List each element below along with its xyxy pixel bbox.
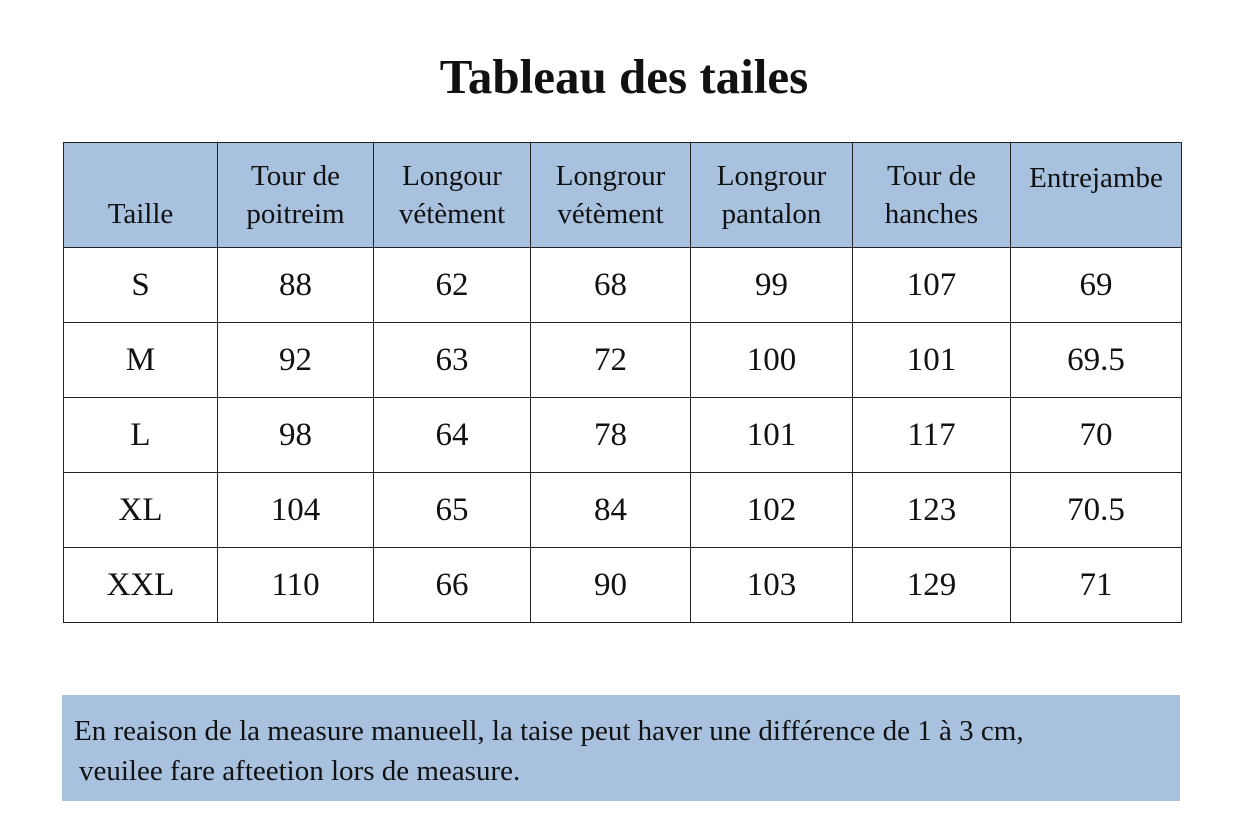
table-cell: S [64,248,218,323]
column-header-taille [64,143,218,248]
table-cell: 102 [691,473,853,548]
table-cell: L [64,398,218,473]
column-header-longrour-pantalon [691,143,853,248]
table-cell: 88 [218,248,374,323]
table-cell: 84 [531,473,691,548]
table-cell: 64 [374,398,531,473]
column-header-label: poitreim [246,198,345,230]
table-cell: 69 [1011,248,1182,323]
column-header-label: Longrour [716,160,827,192]
column-header-label: pantalon [721,198,822,230]
table-cell: 123 [853,473,1011,548]
size-table [63,142,1182,623]
table-cell: 69.5 [1011,323,1182,398]
table-row [64,548,1182,623]
table-cell: 129 [853,548,1011,623]
column-header-label: Entrejambe [1029,162,1163,194]
column-header-label: vétèment [557,198,664,230]
table-cell: 100 [691,323,853,398]
column-header-label: hanches [884,198,979,230]
note-line: En reaison de la measure manueell, la taise peut haver une différence de 1 à 3 cm, [74,715,1024,747]
column-header-label: Longrour [555,160,666,192]
column-header-label: Longour [402,160,502,192]
measurement-note [62,695,1180,801]
table-cell: 98 [218,398,374,473]
column-header-longour-vetement [374,143,531,248]
table-cell: 99 [691,248,853,323]
page-title: Tableau des tailes [439,49,809,104]
table-cell: 78 [531,398,691,473]
column-header-tour-de-poitreim [218,143,374,248]
table-cell: 70.5 [1011,473,1182,548]
table-cell: XXL [64,548,218,623]
table-cell: 104 [218,473,374,548]
table-row [64,323,1182,398]
table-row [64,248,1182,323]
column-header-entrejambe [1011,143,1182,248]
table-cell: 107 [853,248,1011,323]
table-cell: 62 [374,248,531,323]
table-cell: 103 [691,548,853,623]
table-cell: 63 [374,323,531,398]
column-header-label: Taille [107,198,174,230]
table-cell: 101 [691,398,853,473]
table-cell: 90 [531,548,691,623]
column-header-longrour-vetement [531,143,691,248]
table-cell: 101 [853,323,1011,398]
table-cell: 92 [218,323,374,398]
table-row [64,473,1182,548]
table-cell: M [64,323,218,398]
column-header-label: Tour de [887,160,976,192]
table-cell: 70 [1011,398,1182,473]
note-line: veuilee fare afteetion lors de measure. [79,755,521,787]
column-header-tour-de-hanches [853,143,1011,248]
table-cell: 117 [853,398,1011,473]
table-cell: XL [64,473,218,548]
table-row [64,398,1182,473]
table-cell: 68 [531,248,691,323]
table-cell: 71 [1011,548,1182,623]
table-cell: 65 [374,473,531,548]
column-header-label: vétèment [398,198,506,230]
table-cell: 66 [374,548,531,623]
table-cell: 72 [531,323,691,398]
table-header-row [64,143,1182,248]
table-cell: 110 [218,548,374,623]
column-header-label: Tour de [251,160,340,192]
